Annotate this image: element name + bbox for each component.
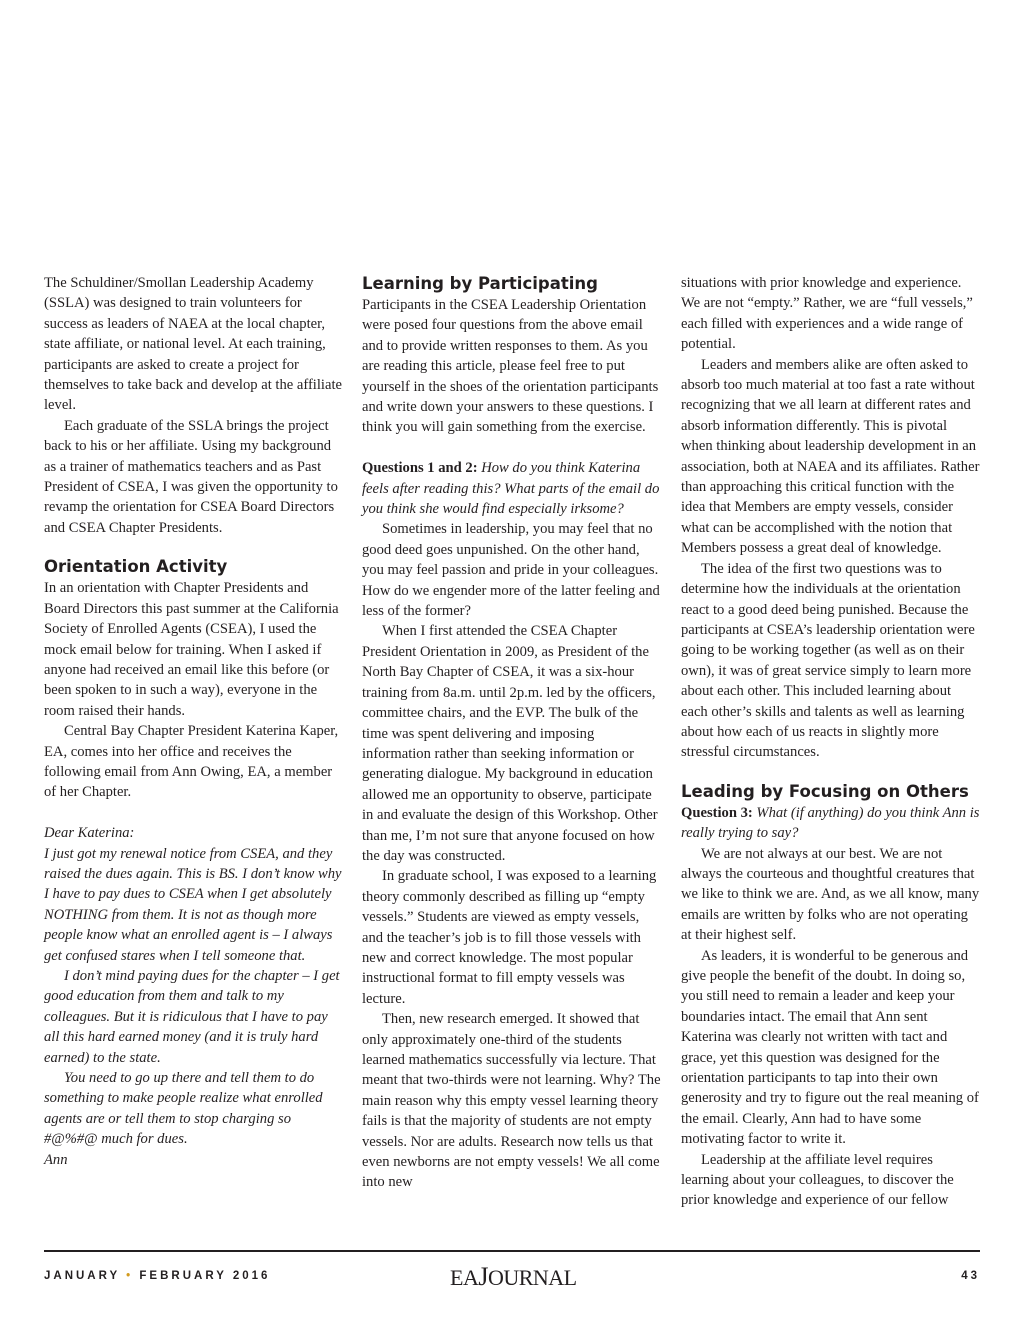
ea-journal-logo: EAJOURNAL (450, 1262, 577, 1291)
body-paragraph: Leaders and members alike are often asked to absorb too much material at too fast a rate without recognizing that we all learn at different rates and absorb information differently. This is pivotal when thinking about leadership development in an association, both at NAEA and its affiliates. Rather than approaching this critical function with the idea that Members are empty vessels, consider what can be accomplished with the notion that Members possess a great deal of knowledge. (681, 356, 980, 557)
heading-learning-by-participating: Learning by Participating (362, 274, 598, 293)
body-paragraph: The idea of the first two questions was to determine how the individuals at the orientation react to a good deed being punished. Because the participants at CSEA’s leadership orientation were going to be working together (as well as on their own), it was of great service simply to learn more about each other. This included learning about each other’s skills and talents as well as learning about how each of us reacts in slightly more stressful circumstances. (681, 560, 975, 761)
body-paragraph: As leaders, it is wonderful to be generous and give people the benefit of the doubt. In doing so, you still need to remain a leader and keep your boundaries intact. The email that Ann sent Katerina was clearly not written with tact and grace, yet this question was designed for the orientation participants to tap into their own generosity and try to figure out the real meaning of the email. Clearly, Ann had to have some motivating factor to write it. (681, 947, 979, 1148)
body-paragraph: situations with prior knowledge and experience. We are not “empty.” Rather, we are “full vessels,” each filled with experiences and a wide range of potential. (681, 275, 973, 353)
heading-leading-by-focusing: Leading by Focusing on Others (681, 781, 969, 801)
email-paragraph: You need to go up there and tell them to do something to make people realize what enrolled agents are or tell them to stop charging so #@%#@ much for dues. (44, 1070, 323, 1148)
issue-month-2: FEBRUARY 2016 (139, 1270, 271, 1282)
email-paragraph: I don’t mind paying dues for the chapter – I get good education from them and talk to my colleagues. But it is ridiculous that I have to pay all this hard earned money (and it is truly hard earned) to the state. (44, 967, 340, 1066)
body-paragraph: Participants in the CSEA Leadership Orientation were posed four questions from the above email and to provide written responses to them. As you are reading this article, please feel free to put yourself in the shoes of the orientation participants and write down your answers to these questions. I think you will gain something from the exercise. (362, 297, 659, 436)
email-signature: Ann (44, 1151, 68, 1168)
column-3 (681, 273, 981, 1211)
email-salutation: Dear Katerina: (44, 825, 135, 842)
question-text: What (if anything) do you think Ann is really trying to say? (681, 804, 980, 842)
body-paragraph: Then, new research emerged. It showed that only approximately one-third of the students learned mathematics successfully via lecture. That meant that two-thirds were not learning. Why? The main reason why this empty vessel learning theory fails is that the majority of students are not empty vessels. Nor are adults. Research now tells us that even newborns are not empty vessels! We all come into new (362, 1011, 661, 1191)
questions-1-2 (362, 458, 662, 519)
question-text: How do you think Katerina feels after reading this? What parts of the email do you think she would find especially irksome? (362, 460, 660, 518)
body-paragraph: Each graduate of the SSLA brings the project back to his or her affiliate. Using my background as a trainer of mathematics teachers and as Past President of CSEA, I was given the opportunity to revamp the orientation for CSEA Board Directors and CSEA Chapter Presidents. (44, 417, 338, 536)
issue-month-1: JANUARY (44, 1270, 120, 1282)
email-paragraph: I just got my renewal notice from CSEA, and they raised the dues again. This is BS. I don’t know why I have to pay dues to CSEA when I get absolutely NOTHING from them. It is not as though more people know what an enrolled agent is – I always get confused stares when I tell someone that. (44, 845, 342, 964)
footer-rule (44, 1250, 980, 1252)
question-label: Question 3: (681, 804, 753, 821)
body-paragraph: In graduate school, I was exposed to a learning theory commonly described as filling up “empty vessels.” Students are viewed as empty vessels, and the teacher’s job is to fill those vessels with new and correct knowledge. The most popular instructional format to fill empty vessels was lecture. (362, 868, 657, 1007)
issue-date (44, 1270, 270, 1282)
intro-paragraph: The Schuldiner/Smollan Leadership Academy (SSLA) was designed to train volunteers for success as leaders of NAEA at the local chapter, state affiliate, or national level. At each training, participants are asked to create a project for themselves to take back and develop at the affiliate level. (44, 275, 342, 414)
question-3 (681, 803, 981, 844)
column-1 (44, 273, 344, 1170)
body-paragraph: When I first attended the CSEA Chapter President Orientation in 2009, as President of the North Bay Chapter of CSEA, it was a six-hour training from 8a.m. until 2p.m. led by the officers, committee chairs, and the EVP. The bulk of the time was spent delivering and imposing information rather than seeking information or generating dialogue. My background in education allowed me an opportunity to observe, participate in and evaluate the design of this Workshop. Other than me, I’m not sure that anyone focused on how the day was constructed. (362, 623, 658, 864)
question-label: Questions 1 and 2: (362, 460, 478, 477)
body-paragraph: Central Bay Chapter President Katerina Kaper, EA, comes into her office and receives the following email from Ann Owing, EA, a member of her Chapter. (44, 723, 339, 801)
page-number: 43 (961, 1270, 980, 1282)
column-2 (362, 273, 662, 1193)
body-paragraph: Leadership at the affiliate level requires learning about your colleagues, to discover the prior knowledge and experience of our fellow (681, 1151, 954, 1209)
body-paragraph: We are not always at our best. We are not always the courteous and thoughtful creatures that we like to think we are. And, as we all know, many emails are written by folks who are not operating at their highest self. (681, 845, 980, 944)
heading-orientation-activity: Orientation Activity (44, 557, 228, 577)
body-paragraph: In an orientation with Chapter Presidents and Board Directors this past summer at the California Society of Enrolled Agents (CSEA), I used the mock email below for training. When I asked if anyone had received an email like this before (or been spoken to in such a way), everyone in the room raised their hands. (44, 580, 339, 719)
bullet-separator-icon: • (126, 1270, 134, 1282)
body-paragraph: Sometimes in leadership, you may feel that no good deed goes unpunished. On the other hand, you may feel passion and pride in your colleagues. How do we engender more of the latter feeling and less of the former? (362, 521, 660, 620)
mock-email (44, 823, 344, 1170)
